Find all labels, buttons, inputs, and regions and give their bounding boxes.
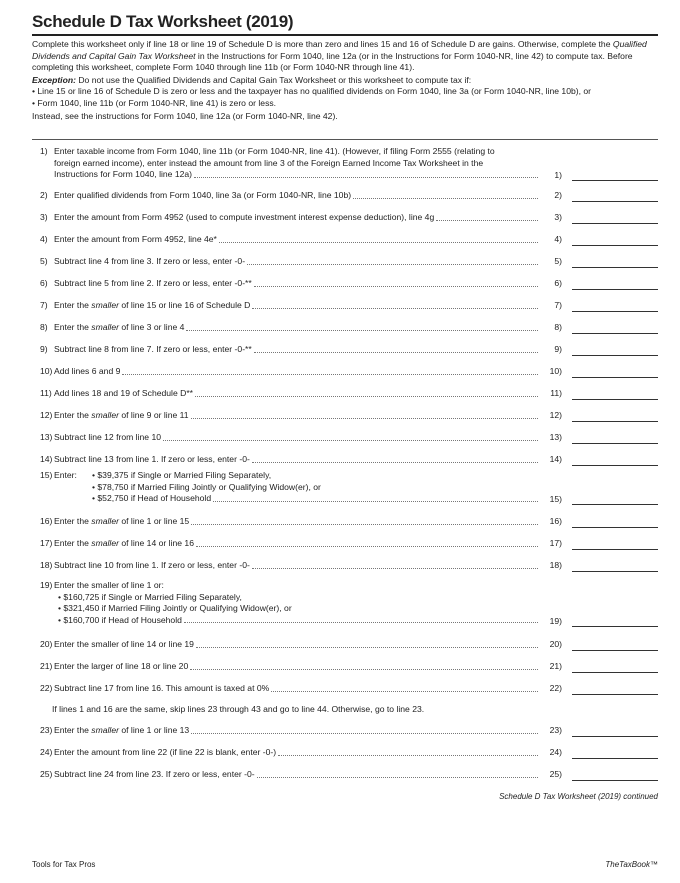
exception-text: Do not use the Qualified Dividends and Capital Gain Tax Worksheet or this worksheet to compute tax if: [75, 74, 472, 85]
line-box-label: 18) [549, 560, 562, 570]
line-text-part [54, 322, 184, 334]
worksheet-line-21 [32, 661, 658, 675]
leader-dots [353, 197, 538, 199]
line-text [92, 470, 540, 505]
line-text [54, 212, 540, 224]
leader-dots [436, 219, 538, 221]
answer-field-line-7[interactable] [572, 311, 658, 312]
line-text-pre: Enter the [54, 538, 92, 548]
leader-dots [190, 668, 538, 670]
line-number: 4) [40, 234, 48, 244]
exception-label: Exception: [32, 74, 76, 85]
worksheet-line-15 [32, 470, 658, 506]
answer-field-line-12[interactable] [572, 421, 658, 422]
line-text-part: Subtract line 10 from line 1. If zero or less, enter -0- [54, 560, 250, 570]
leader-dots [278, 754, 538, 756]
line-text [54, 747, 540, 759]
line-text-part [54, 300, 250, 312]
line-text [54, 538, 540, 550]
line-text-row: foreign earned income), enter instead the amount from line 3 of the Foreign Earned Income Tax Worksheet in the [54, 157, 484, 168]
leader-dots [196, 545, 538, 547]
line-text-pre: Enter the [54, 322, 92, 332]
threshold-bullet: • $160,725 if Single or Married Filing Separately, [58, 591, 242, 602]
threshold-bullet: • $321,450 if Married Filing Jointly or Qualifying Widow(er), or [58, 603, 292, 614]
line-text-part: Add lines 6 and 9 [54, 366, 121, 376]
worksheet-line-14 [32, 454, 658, 468]
worksheet-line-16 [32, 516, 658, 530]
line-number: 3) [40, 212, 48, 222]
answer-field-line-1[interactable] [572, 180, 658, 181]
worksheet-line-25 [32, 769, 658, 783]
worksheet-line-24 [32, 747, 658, 761]
answer-field-line-8[interactable] [572, 333, 658, 334]
line-box-label: 7) [554, 300, 562, 310]
answer-field-line-5[interactable] [572, 267, 658, 268]
answer-field-line-21[interactable] [572, 672, 658, 673]
intro-text-b: in the Instructions for Form 1040, line 12a (or in the Instructions for Form 1040-NR, line 42) to compute tax. Before completing this worksheet, complete Form 1040 through line 11b (or Form 1040-NR through line 41). [32, 50, 633, 73]
line-text-part: Enter the amount from Form 4952 (used to compute investment interest expense deduction), line 4g [54, 212, 435, 222]
line-text-post: of line 15 or line 16 of Schedule D [118, 300, 251, 310]
answer-field-line-25[interactable] [572, 780, 658, 781]
footer-book-title: TheTaxBook™ [605, 860, 658, 869]
line-number: 15) [40, 470, 53, 480]
worksheet-line-11 [32, 388, 658, 402]
line-box-label: 25) [549, 769, 562, 779]
line-text-part: Subtract line 5 from line 2. If zero or less, enter -0-** [54, 278, 252, 288]
line-box-label: 1) [554, 170, 562, 180]
line-box-label: 24) [549, 747, 562, 757]
line-text-part: Enter the amount from line 22 (if line 22 is blank, enter -0-) [54, 747, 277, 757]
leader-dots [252, 307, 538, 309]
line-text-part: Subtract line 12 from line 10 [54, 432, 162, 442]
answer-field-line-22[interactable] [572, 694, 658, 695]
worksheet-line-8 [32, 322, 658, 336]
line-box-label: 3) [554, 212, 562, 222]
line-text-post: of line 9 or line 11 [118, 410, 189, 420]
line-text-em: smaller [91, 538, 119, 548]
line-text-em: smaller [91, 322, 119, 332]
line-text [54, 725, 540, 737]
line-box-label: 5) [554, 256, 562, 266]
instead-note: Instead, see the instructions for Form 1040, line 12a (or Form 1040-NR, line 42). [32, 110, 338, 121]
line-number: 1) [40, 146, 48, 156]
line-text-part: Enter the larger of line 18 or line 20 [54, 661, 189, 671]
line-box-label: 12) [549, 410, 562, 420]
line-number: 18) [40, 560, 53, 570]
line-box-label: 23) [549, 725, 562, 735]
worksheet-line-19 [32, 580, 658, 628]
leader-dots [213, 500, 538, 502]
leader-dots [186, 329, 538, 331]
leader-dots [195, 395, 538, 397]
line-box-label: 11) [550, 388, 562, 398]
line-text-pre: Enter the [54, 300, 92, 310]
worksheet-line-20 [32, 639, 658, 653]
answer-field-line-16[interactable] [572, 527, 658, 528]
line-text-part: Enter the smaller of line 14 or line 19 [54, 639, 194, 649]
line-number: 11) [40, 388, 52, 398]
line-number: 6) [40, 278, 48, 288]
line-text-part [54, 410, 189, 422]
line-text [54, 344, 540, 356]
leader-dots [196, 646, 538, 648]
line-number: 5) [40, 256, 48, 266]
threshold-bullet-row [92, 493, 540, 505]
line-number: 22) [40, 683, 53, 693]
line-number: 13) [40, 432, 53, 442]
line-box-label: 13) [549, 432, 562, 442]
worksheet-line-12 [32, 410, 658, 424]
answer-field-line-13[interactable] [572, 443, 658, 444]
line-box-label: 4) [554, 234, 562, 244]
threshold-bullet: • $160,700 if Head of Household [58, 614, 182, 625]
intro-block [32, 39, 660, 122]
answer-field-line-6[interactable] [572, 289, 658, 290]
line-number: 21) [40, 661, 53, 671]
worksheet-line-18 [32, 560, 658, 574]
line-text-post: of line 1 or line 13 [118, 725, 190, 735]
line-text [54, 278, 540, 290]
footer-publisher: Tools for Tax Pros [32, 860, 96, 869]
worksheet-line-2 [32, 190, 658, 204]
answer-field-line-24[interactable] [572, 758, 658, 759]
line-text-part: Instructions for Form 1040, line 12a) [54, 169, 193, 180]
leader-dots [163, 439, 538, 441]
line-box-label: 19) [549, 616, 562, 626]
line-text-em: smaller [91, 410, 119, 420]
page-title: Schedule D Tax Worksheet (2019) [32, 12, 294, 31]
answer-field-line-18[interactable] [572, 571, 658, 572]
line-box-label: 8) [554, 322, 562, 332]
leader-dots [271, 690, 538, 692]
leader-dots [191, 523, 538, 525]
line-number: 16) [40, 516, 53, 526]
line-text-pre: Enter the [54, 725, 92, 735]
line-number: 17) [40, 538, 53, 548]
continued-note: Schedule D Tax Worksheet (2019) continued [499, 792, 658, 801]
line-box-label: 22) [549, 683, 562, 693]
line-text [54, 454, 540, 466]
line-text-part [54, 725, 189, 737]
leader-dots [252, 461, 538, 463]
skip-instruction: If lines 1 and 16 are the same, skip lines 23 through 43 and go to line 44. Otherwise, go to line 23. [52, 704, 425, 714]
line-box-label: 2) [554, 190, 562, 200]
line-box-label: 15) [549, 494, 562, 504]
line-number: 7) [40, 300, 48, 310]
answer-field-line-23[interactable] [572, 736, 658, 737]
line-box-label: 10) [549, 366, 562, 376]
line-text [54, 322, 540, 334]
answer-field-line-10[interactable] [572, 377, 658, 378]
line-text [54, 146, 540, 181]
line-number: 25) [40, 769, 53, 779]
worksheet-line-23 [32, 725, 658, 739]
line-number: 23) [40, 725, 53, 735]
line-text-part: Subtract line 24 from line 23. If zero or less, enter -0- [54, 769, 255, 779]
leader-dots [252, 567, 538, 569]
line-box-label: 6) [554, 278, 562, 288]
line-number: 8) [40, 322, 48, 332]
line-number: 12) [40, 410, 53, 420]
leader-dots [219, 241, 538, 243]
line-text-pre: Enter the [54, 410, 92, 420]
line-number: 10) [40, 366, 53, 376]
line-text-pre: Enter the [54, 516, 92, 526]
intro-worksheet-ref: Qualified Dividends and Capital Gain Tax Worksheet [32, 39, 647, 61]
line-text-row: Enter taxable income from Form 1040, line 11b (or Form 1040-NR, line 41). (However, if filing Form 2555 (relating to [54, 146, 495, 156]
leader-dots [191, 417, 538, 419]
line-text-part: Subtract line 8 from line 7. If zero or less, enter -0-** [54, 344, 252, 354]
exception-bullet-2: • Form 1040, line 11b (or Form 1040-NR, line 41) is zero or less. [32, 97, 277, 108]
line-text [54, 516, 540, 528]
worksheet-line-13 [32, 432, 658, 446]
line-box-label: 20) [549, 639, 562, 649]
answer-field-line-9[interactable] [572, 355, 658, 356]
line-text-post: of line 14 or line 16 [118, 538, 194, 548]
leader-dots [122, 373, 538, 375]
line-text [54, 234, 540, 246]
threshold-bullet: • $78,750 if Married Filing Jointly or Qualifying Widow(er), or [92, 481, 321, 492]
line-box-label: 21) [549, 661, 562, 671]
worksheet-line-17 [32, 538, 658, 552]
leader-dots [257, 776, 538, 778]
title-rule [32, 34, 658, 36]
line-number: 14) [40, 454, 53, 464]
line-text-part [54, 538, 194, 550]
line-text-em: smaller [91, 516, 119, 526]
answer-field-line-15[interactable] [572, 504, 658, 505]
line-text [54, 560, 540, 572]
line-box-label: 16) [549, 516, 562, 526]
line-text [54, 300, 540, 312]
intro-rule [32, 139, 658, 140]
worksheet-line-10 [32, 366, 658, 380]
line-text [54, 190, 540, 202]
line-box-label: 9) [554, 344, 562, 354]
threshold-bullet: • $39,375 if Single or Married Filing Separately, [92, 470, 272, 480]
line-text [54, 256, 540, 268]
answer-field-line-14[interactable] [572, 465, 658, 466]
answer-field-line-2[interactable] [572, 201, 658, 202]
leader-dots [247, 263, 538, 265]
line-box-label: 17) [549, 538, 562, 548]
leader-dots [254, 351, 538, 353]
answer-field-line-11[interactable] [572, 399, 658, 400]
exception-paragraph [32, 75, 660, 87]
worksheet-line-9 [32, 344, 658, 358]
line-text [54, 388, 540, 400]
line-text-part: Subtract line 13 from line 1. If zero or less, enter -0- [54, 454, 250, 464]
line-text-row [54, 169, 540, 181]
line-number: 19) [40, 580, 53, 590]
line-number: 9) [40, 344, 48, 354]
line-text [54, 366, 540, 378]
line-text-post: of line 3 or line 4 [118, 322, 185, 332]
leader-dots [254, 285, 538, 287]
worksheet-line-5 [32, 256, 658, 270]
line-text-part [54, 516, 189, 528]
answer-field-line-20[interactable] [572, 650, 658, 651]
line-text [54, 661, 540, 673]
line-text-post: of line 1 or line 15 [118, 516, 190, 526]
worksheet-line-1 [32, 146, 658, 182]
line-number: 20) [40, 639, 53, 649]
worksheet-line-3 [32, 212, 658, 226]
answer-field-line-19[interactable] [572, 626, 658, 627]
line-text-row: Enter the smaller of line 1 or: [54, 580, 164, 590]
threshold-bullet-row [54, 615, 540, 627]
line-text-part: Enter qualified dividends from Form 1040, line 3a (or Form 1040-NR, line 10b) [54, 190, 352, 200]
worksheet-line-22 [32, 683, 658, 697]
leader-dots [184, 621, 538, 623]
line-text-em: smaller [91, 300, 119, 310]
worksheet-line-7 [32, 300, 658, 314]
line-text [54, 769, 540, 781]
worksheet-line-4 [32, 234, 658, 248]
line-15-label: Enter: [54, 470, 77, 480]
answer-field-line-17[interactable] [572, 549, 658, 550]
exception-bullet-1: • Line 15 or line 16 of Schedule D is zero or less and the taxpayer has no qualified dividends on Form 1040, line 3a (or Form 1040-NR, line 10b), or [32, 86, 592, 97]
answer-field-line-4[interactable] [572, 245, 658, 246]
line-text [54, 639, 540, 651]
line-text-part: Subtract line 17 from line 16. This amount is taxed at 0% [54, 683, 270, 693]
threshold-bullet: • $52,750 if Head of Household [92, 493, 212, 504]
line-box-label: 14) [549, 454, 562, 464]
line-text [54, 580, 540, 626]
answer-field-line-3[interactable] [572, 223, 658, 224]
leader-dots [194, 176, 538, 178]
worksheet-line-6 [32, 278, 658, 292]
line-text [54, 410, 540, 422]
intro-text-a: Complete this worksheet only if line 18 or line 19 of Schedule D is more than zero and lines 15 and 16 of Schedule D are gains. Otherwise, complete the [32, 39, 613, 49]
line-number: 2) [40, 190, 48, 200]
line-text-em: smaller [91, 725, 119, 735]
intro-paragraph [32, 39, 660, 74]
line-text-part: Enter the amount from Form 4952, line 4e* [54, 234, 217, 244]
leader-dots [191, 732, 538, 734]
line-number: 24) [40, 747, 53, 757]
line-text-part: Add lines 18 and 19 of Schedule D** [54, 388, 194, 398]
line-text [54, 432, 540, 444]
line-text [54, 683, 540, 695]
line-text-part: Subtract line 4 from line 3. If zero or less, enter -0- [54, 256, 246, 266]
